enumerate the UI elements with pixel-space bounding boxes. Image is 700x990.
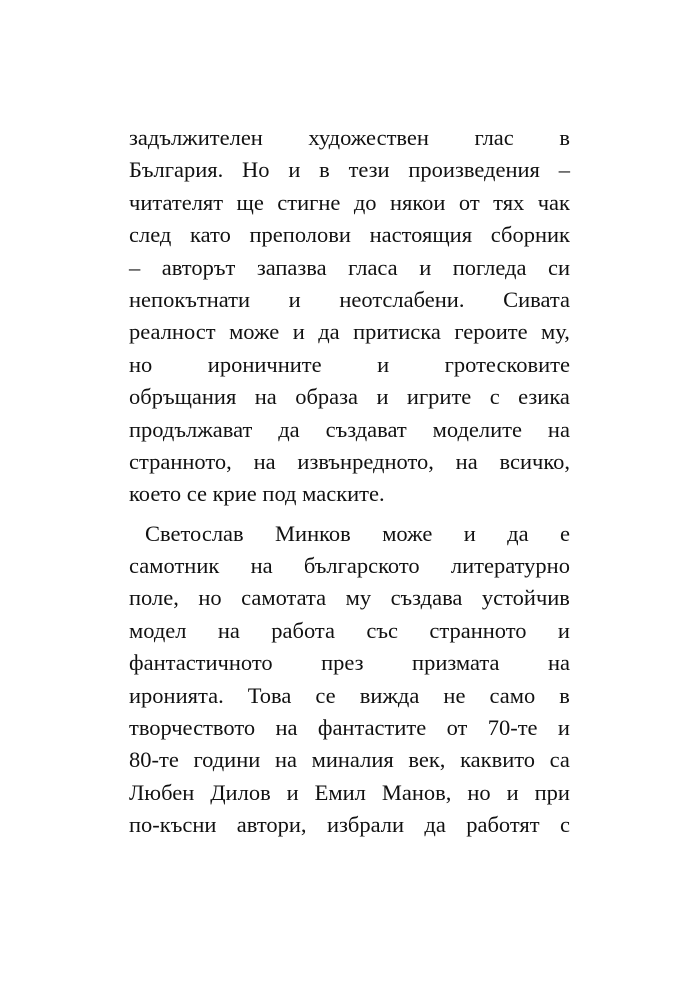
text-line <box>129 809 570 841</box>
word: образа <box>295 384 359 410</box>
word: литературно <box>450 553 570 579</box>
word: със <box>366 617 399 643</box>
word: му, <box>541 319 570 345</box>
word: поле, <box>129 585 179 611</box>
word: на <box>250 553 273 579</box>
word: Минков <box>275 520 351 546</box>
text-line <box>129 349 570 381</box>
text-line <box>129 187 570 219</box>
paragraph-last-line: което се крие под маските. <box>129 481 385 507</box>
word: българското <box>303 553 420 579</box>
word: – <box>558 157 570 183</box>
text-line <box>129 414 570 446</box>
word: сборник <box>490 222 570 248</box>
word: неотслабени. <box>339 286 465 312</box>
body-text <box>129 122 570 842</box>
word: – <box>129 254 141 280</box>
word: Светослав <box>145 520 244 546</box>
word: Манов, <box>381 779 452 805</box>
word: фантастите <box>317 715 427 741</box>
word: произведения <box>408 157 540 183</box>
text-line <box>129 518 570 550</box>
word: задължителен <box>129 125 263 150</box>
word: да <box>318 319 340 345</box>
word: с <box>559 812 570 838</box>
word: от <box>458 189 480 215</box>
word: не <box>443 682 466 708</box>
text-line <box>129 550 570 582</box>
word: непокътнати <box>129 286 251 312</box>
word: тях <box>493 189 525 215</box>
word: България. <box>129 157 224 183</box>
text-line <box>129 284 570 316</box>
word: преполови <box>249 222 351 248</box>
word: ироничните <box>207 351 322 377</box>
word: езика <box>518 384 570 410</box>
word: и <box>377 351 390 377</box>
word: стигне <box>277 189 341 215</box>
word: миналия <box>311 747 394 773</box>
word: тези <box>348 157 390 183</box>
text-line <box>129 615 570 647</box>
word: да <box>507 520 529 546</box>
word: години <box>193 747 261 773</box>
text-line <box>129 777 570 809</box>
word: на <box>274 747 297 773</box>
word: с <box>489 384 500 410</box>
text-line <box>129 381 570 413</box>
word: избрали <box>326 812 405 838</box>
word: на <box>253 448 276 474</box>
word: продължават <box>129 416 253 442</box>
text-line <box>129 316 570 348</box>
word: създават <box>325 416 407 442</box>
word: всичко, <box>499 448 570 474</box>
word: само <box>489 682 536 708</box>
word: при <box>534 779 570 805</box>
text-line <box>129 744 570 776</box>
word: моделите <box>432 416 522 442</box>
word: гротесковите <box>444 351 570 377</box>
word: притиска <box>353 319 441 345</box>
word: Емил <box>314 779 366 805</box>
word: са <box>549 747 570 773</box>
word: след <box>129 222 172 248</box>
word: обръщания <box>129 384 237 410</box>
word: творчеството <box>129 715 256 741</box>
word: самотник <box>129 553 220 579</box>
word: от <box>446 715 468 741</box>
word: и <box>419 254 432 280</box>
word: но <box>198 585 222 611</box>
word: авторът <box>161 254 236 280</box>
word: фантастичното <box>129 650 273 676</box>
word: му <box>345 585 372 611</box>
text-line <box>129 647 570 679</box>
word: 80-те <box>129 747 179 773</box>
word: работят <box>466 812 540 838</box>
word: се <box>315 682 336 708</box>
word: ще <box>236 189 264 215</box>
word: по-късни <box>129 812 217 838</box>
word: и <box>376 384 389 410</box>
word: 70-те <box>487 715 538 741</box>
word: си <box>547 254 570 280</box>
text-line <box>129 582 570 614</box>
word: запазва <box>256 254 327 280</box>
word: настоящия <box>369 222 473 248</box>
word: художествен <box>308 125 429 150</box>
text-line <box>129 712 570 744</box>
word: и <box>292 319 305 345</box>
word: е <box>559 520 570 546</box>
word: може <box>382 520 433 546</box>
word: създава <box>390 585 463 611</box>
word: игрите <box>406 384 472 410</box>
word: на <box>254 384 277 410</box>
text-line <box>129 446 570 478</box>
word: модел <box>129 617 187 643</box>
word: вижда <box>359 682 420 708</box>
text-line <box>129 219 570 251</box>
word: героите <box>454 319 528 345</box>
word: глас <box>474 125 514 150</box>
word: автори, <box>236 812 307 838</box>
word: и <box>506 779 519 805</box>
word: извънредното, <box>297 448 434 474</box>
word: век, <box>408 747 446 773</box>
word: но <box>467 779 491 805</box>
word: Но <box>242 157 270 183</box>
word: някои <box>390 189 446 215</box>
word: на <box>547 650 570 676</box>
word: странното, <box>129 448 232 474</box>
text-line <box>129 680 570 712</box>
word: през <box>321 650 364 676</box>
word: в <box>559 682 570 708</box>
word: и <box>288 286 301 312</box>
word: устойчив <box>481 585 570 611</box>
word: и <box>557 617 570 643</box>
text-line <box>129 122 570 154</box>
word: работа <box>271 617 336 643</box>
word: на <box>455 448 478 474</box>
text-line <box>129 154 570 186</box>
word: Сивата <box>503 286 570 312</box>
word: читателят <box>129 189 224 215</box>
word: странното <box>429 617 527 643</box>
word: може <box>229 319 280 345</box>
word: иронията. <box>129 682 224 708</box>
word: призмата <box>412 650 500 676</box>
word: реалност <box>129 319 216 345</box>
word: на <box>217 617 240 643</box>
word: каквито <box>460 747 536 773</box>
word: да <box>424 812 446 838</box>
word: самотата <box>241 585 327 611</box>
word: погледа <box>452 254 527 280</box>
word: Любен <box>129 779 195 805</box>
word: гласа <box>348 254 398 280</box>
word: на <box>547 416 570 442</box>
word: на <box>275 715 298 741</box>
word: и <box>463 520 476 546</box>
word: и <box>286 779 299 805</box>
word: като <box>190 222 231 248</box>
word: Дилов <box>210 779 271 805</box>
word: но <box>129 351 153 377</box>
word: чак <box>537 189 570 215</box>
word: и <box>557 715 570 741</box>
word: в <box>319 157 330 183</box>
word: Това <box>247 682 292 708</box>
word: в <box>559 125 570 150</box>
word: да <box>278 416 300 442</box>
word: и <box>288 157 301 183</box>
text-line <box>129 252 570 284</box>
word: до <box>353 189 377 215</box>
